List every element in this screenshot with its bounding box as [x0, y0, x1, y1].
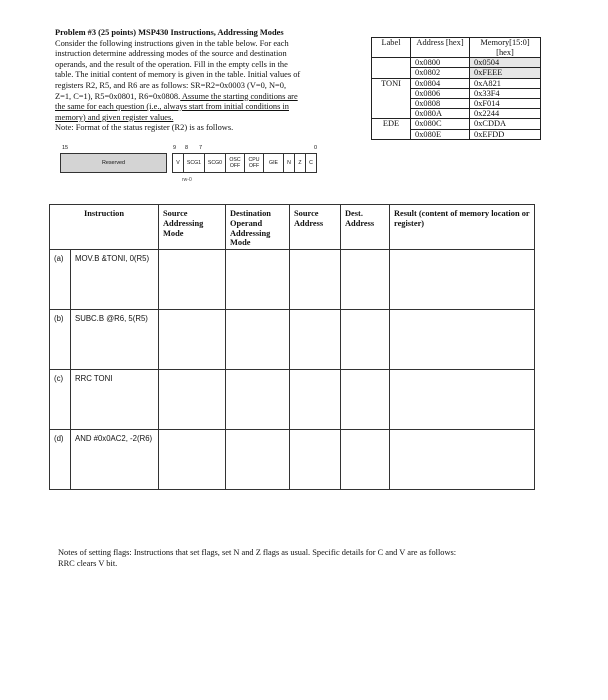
bit-number-0: 0 — [314, 145, 318, 151]
problem-title: Problem #3 (25 points) MSP430 Instructions, Addressing Modes — [55, 28, 284, 37]
notes-line: RRC clears V bit. — [58, 558, 118, 568]
source-mode-cell[interactable] — [159, 250, 226, 310]
problem-line: instruction determine addressing modes of the source and destination — [55, 49, 287, 59]
destination-mode-cell[interactable] — [226, 430, 290, 490]
memory-address: 0x0804 — [411, 78, 470, 88]
bit-number-9: 9 — [173, 145, 177, 151]
memory-label — [372, 58, 411, 68]
memory-row — [372, 58, 541, 68]
memory-value: 0x0504 — [470, 58, 541, 68]
sr-bit-scg0: SCG0 — [204, 153, 226, 173]
source-address-cell[interactable] — [290, 250, 341, 310]
dest-address-cell[interactable] — [341, 370, 390, 430]
notes-line: Notes of setting flags: Instructions that set flags, set N and Z flags as usual. Specific details for C and V are as follows: — [58, 548, 457, 557]
address-header: Address [hex] — [411, 38, 470, 58]
result-cell[interactable] — [390, 310, 535, 370]
memory-address: 0x080E — [411, 129, 470, 139]
memory-value: 0x2244 — [470, 109, 541, 119]
sr-bit-cpuoff: CPU OFF — [244, 153, 264, 173]
row-label: (d) — [50, 430, 71, 490]
problem-note: Note: Format of the status register (R2) is as follows. — [55, 123, 234, 133]
problem-line: table. The initial content of memory is given in the table. Initial values of — [55, 70, 301, 80]
memory-label — [372, 68, 411, 78]
bit-number-8: 8 — [185, 145, 189, 151]
problem-line-start: Z=1, C=1), R5=0x0801, R6=0x0808. — [55, 91, 181, 101]
memory-value: 0xF014 — [470, 99, 541, 109]
memory-address: 0x080A — [411, 109, 470, 119]
memory-row — [372, 129, 541, 139]
sr-bit-c: C — [305, 153, 317, 173]
instruction-cell: MOV.B &TONI, 0(R5) — [71, 250, 159, 310]
source-mode-cell[interactable] — [159, 310, 226, 370]
table-row — [50, 370, 535, 430]
memory-label — [372, 129, 411, 139]
sr-bit-n: N — [283, 153, 295, 173]
table-row — [50, 250, 535, 310]
memory-table — [371, 37, 541, 140]
memory-label — [372, 99, 411, 109]
source-mode-cell[interactable] — [159, 370, 226, 430]
result-cell[interactable] — [390, 250, 535, 310]
instruction-cell: SUBC.B @R6, 5(R5) — [71, 310, 159, 370]
instruction-table-header — [50, 205, 535, 250]
memory-address: 0x080C — [411, 119, 470, 129]
sr-access-note: rw-0 — [182, 177, 192, 183]
memory-address: 0x0800 — [411, 58, 470, 68]
destination-mode-cell[interactable] — [226, 310, 290, 370]
memory-table-header — [372, 38, 541, 58]
problem-assumption-line: memory) and given register values. — [55, 112, 174, 122]
destination-mode-header: Destination Operand Addressing Mode — [226, 205, 290, 250]
destination-mode-cell[interactable] — [226, 370, 290, 430]
destination-mode-cell[interactable] — [226, 250, 290, 310]
source-address-cell[interactable] — [290, 370, 341, 430]
row-label: (b) — [50, 310, 71, 370]
status-register-diagram — [60, 145, 330, 195]
sr-bit-gie: GIE — [263, 153, 284, 173]
problem-line — [55, 92, 365, 103]
row-label: (a) — [50, 250, 71, 310]
memory-value: 0xEFDD — [470, 129, 541, 139]
row-label: (c) — [50, 370, 71, 430]
instruction-table — [49, 204, 535, 490]
instruction-cell: AND #0x0AC2, -2(R6) — [71, 430, 159, 490]
table-row — [50, 310, 535, 370]
memory-label — [372, 88, 411, 98]
memory-label: TONI — [372, 78, 411, 88]
sr-bit-oscoff: OSC OFF — [225, 153, 245, 173]
memory-value: 0xCDDA — [470, 119, 541, 129]
problem-line: Consider the following instructions given in the table below. For each — [55, 38, 289, 48]
memory-row — [372, 109, 541, 119]
problem-line: operands, and the result of the operation. Fill in the empty cells in the — [55, 59, 288, 69]
memory-label — [372, 109, 411, 119]
memory-value: 0xA821 — [470, 78, 541, 88]
dest-address-header: Dest. Address — [341, 205, 390, 250]
memory-row — [372, 68, 541, 78]
memory-value: 0x33F4 — [470, 88, 541, 98]
memory-label: EDE — [372, 119, 411, 129]
sr-bit-v: V — [172, 153, 184, 173]
reserved-field — [60, 153, 167, 173]
source-address-cell[interactable] — [290, 310, 341, 370]
memory-row — [372, 78, 541, 88]
problem-assumption-line: the same for each question (i.e., always start from initial conditions in — [55, 102, 289, 112]
result-header: Result (content of memory location or register) — [390, 205, 535, 250]
problem-line: registers R2, R5, and R6 are as follows: SR=R2=0x0003 (V=0, N=0, — [55, 80, 287, 90]
result-cell[interactable] — [390, 430, 535, 490]
memory-value: 0xFEEE — [470, 68, 541, 78]
flag-notes — [58, 548, 558, 569]
instruction-cell: RRC TONI — [71, 370, 159, 430]
sr-bit-z: Z — [294, 153, 306, 173]
source-address-header: Source Address — [290, 205, 341, 250]
instruction-header: Instruction — [50, 205, 159, 250]
memory-row — [372, 119, 541, 129]
memory-row — [372, 99, 541, 109]
dest-address-cell[interactable] — [341, 310, 390, 370]
bit-number-7: 7 — [199, 145, 203, 151]
memory-row — [372, 88, 541, 98]
source-mode-header: Source Addressing Mode — [159, 205, 226, 250]
memory-header: Memory[15:0] [hex] — [470, 38, 541, 58]
source-mode-cell[interactable] — [159, 430, 226, 490]
dest-address-cell[interactable] — [341, 430, 390, 490]
problem-assumption: Assume the starting conditions are — [180, 91, 298, 101]
bit-number-15: 15 — [62, 145, 69, 151]
problem-statement — [55, 28, 365, 134]
reserved-label: Reserved — [101, 160, 126, 166]
dest-address-cell[interactable] — [341, 250, 390, 310]
label-header: Label — [372, 38, 411, 58]
result-cell[interactable] — [390, 370, 535, 430]
memory-address: 0x0808 — [411, 99, 470, 109]
memory-address: 0x0802 — [411, 68, 470, 78]
sr-bit-scg1: SCG1 — [183, 153, 205, 173]
memory-address: 0x0806 — [411, 88, 470, 98]
source-address-cell[interactable] — [290, 430, 341, 490]
table-row — [50, 430, 535, 490]
